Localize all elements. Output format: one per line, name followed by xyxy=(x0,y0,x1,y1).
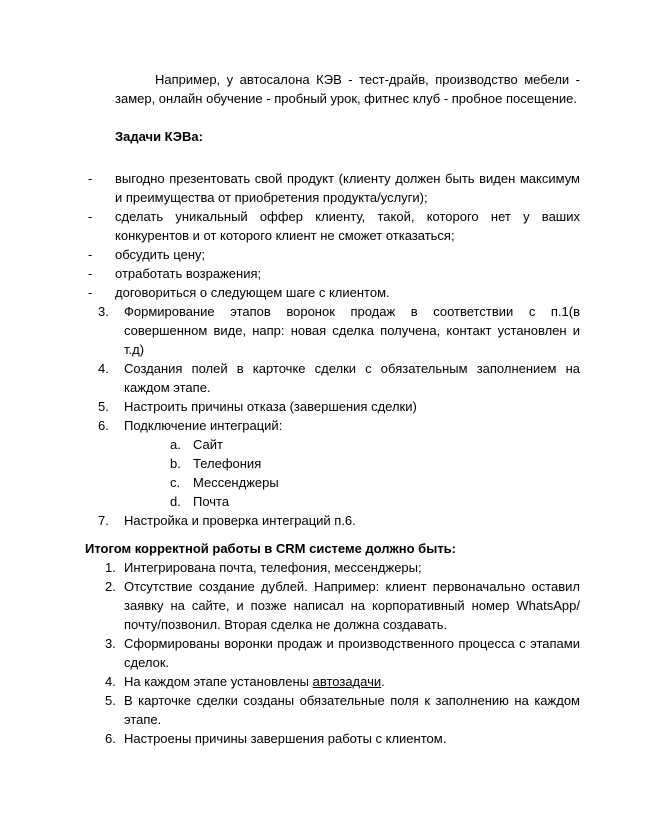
list-item-text: выгодно презентовать свой продукт (клиенту должен быть виден максимум и преимущества от приобретения продукта/услуги); xyxy=(115,171,580,205)
list-item xyxy=(98,397,580,416)
list-item-text: Подключение интеграций: xyxy=(124,418,283,433)
result-item-text-suffix: . xyxy=(381,674,385,689)
list-item xyxy=(88,264,580,283)
list-item-text: Настройка и проверка интеграций п.6. xyxy=(124,513,356,528)
sub-list-item xyxy=(170,435,580,454)
underlined-term: автозадачи xyxy=(312,674,382,689)
list-item xyxy=(88,283,580,302)
list-number: 5. xyxy=(98,399,109,414)
list-item-text: Настроить причины отказа (завершения сделки) xyxy=(124,399,417,414)
list-number: 3. xyxy=(98,304,109,319)
list-item xyxy=(98,302,580,359)
result-item xyxy=(105,672,580,691)
sub-list-item xyxy=(170,473,580,492)
dash-marker: - xyxy=(88,209,93,224)
list-number: 5. xyxy=(105,693,116,708)
list-number: 2. xyxy=(105,579,116,594)
list-item-text: Почта xyxy=(193,494,230,509)
result-item-text: Интегрирована почта, телефония, мессенджеры; xyxy=(124,560,422,575)
list-item-text: отработать возражения; xyxy=(115,266,262,281)
result-item xyxy=(105,691,580,729)
list-number: 6. xyxy=(105,731,116,746)
list-number: 4. xyxy=(98,361,109,376)
list-item-text: Мессенджеры xyxy=(193,475,279,490)
result-item-text: Отсутствие создание дублей. Например: клиент первоначально оставил заявку на сайте, и позже написал на корпоративный номер WhatsApp/почту/позвонил. Вторая сделка не должна создавать. xyxy=(124,579,580,632)
list-number: 4. xyxy=(105,674,116,689)
tasks-heading: Задачи КЭВа: xyxy=(115,129,203,144)
result-item-text: Сформированы воронки продаж и производственного процесса с этапами сделок. xyxy=(124,636,580,670)
result-item-text xyxy=(124,672,580,691)
result-item-text: Настроены причины завершения работы с клиентом. xyxy=(124,731,447,746)
list-item xyxy=(98,359,580,397)
list-item-text: сделать уникальный оффер клиенту, такой, которого нет у ваших конкурентов и от которого клиент не сможет отказаться; xyxy=(115,209,580,243)
result-item xyxy=(105,729,580,748)
dash-marker: - xyxy=(88,266,93,281)
list-item-text: Формирование этапов воронок продаж в соответствии с п.1(в совершенном виде, напр: новая сделка получена, контакт установлен и т.д) xyxy=(124,304,580,357)
result-item-text-prefix: На каждом этапе установлены xyxy=(124,674,313,689)
list-item-text: Телефония xyxy=(193,456,262,471)
list-letter: d. xyxy=(170,494,181,509)
result-item-text: В карточке сделки созданы обязательные поля к заполнению на каждом этапе. xyxy=(124,693,580,727)
result-item xyxy=(105,577,580,634)
result-item xyxy=(105,634,580,672)
list-item xyxy=(88,207,580,245)
sub-list-item xyxy=(170,492,580,511)
dash-marker: - xyxy=(88,247,93,262)
dash-marker: - xyxy=(88,285,93,300)
list-item xyxy=(88,245,580,264)
list-item xyxy=(88,169,580,207)
list-item-text: Сайт xyxy=(193,437,223,452)
dash-marker: - xyxy=(88,171,93,186)
list-letter: c. xyxy=(170,475,181,490)
list-letter: b. xyxy=(170,456,181,471)
list-item xyxy=(98,511,580,530)
list-item-text: обсудить цену; xyxy=(115,247,206,262)
list-item-text: договориться о следующем шаге с клиентом. xyxy=(115,285,390,300)
results-heading: Итогом корректной работы в CRM системе должно быть: xyxy=(85,541,457,556)
intro-paragraph: Например, у автосалона КЭВ - тест-драйв, производство мебели - замер, онлайн обучение - пробный урок, фитнес клуб - пробное посещение. xyxy=(115,72,580,106)
list-number: 3. xyxy=(105,636,116,651)
list-number: 1. xyxy=(105,560,116,575)
result-item xyxy=(105,558,580,577)
list-item-text: Создания полей в карточке сделки с обязательным заполнением на каждом этапе. xyxy=(124,361,580,395)
list-letter: a. xyxy=(170,437,181,452)
sub-list-item xyxy=(170,454,580,473)
list-number: 7. xyxy=(98,513,109,528)
list-number: 6. xyxy=(98,418,109,433)
list-item xyxy=(98,416,580,435)
